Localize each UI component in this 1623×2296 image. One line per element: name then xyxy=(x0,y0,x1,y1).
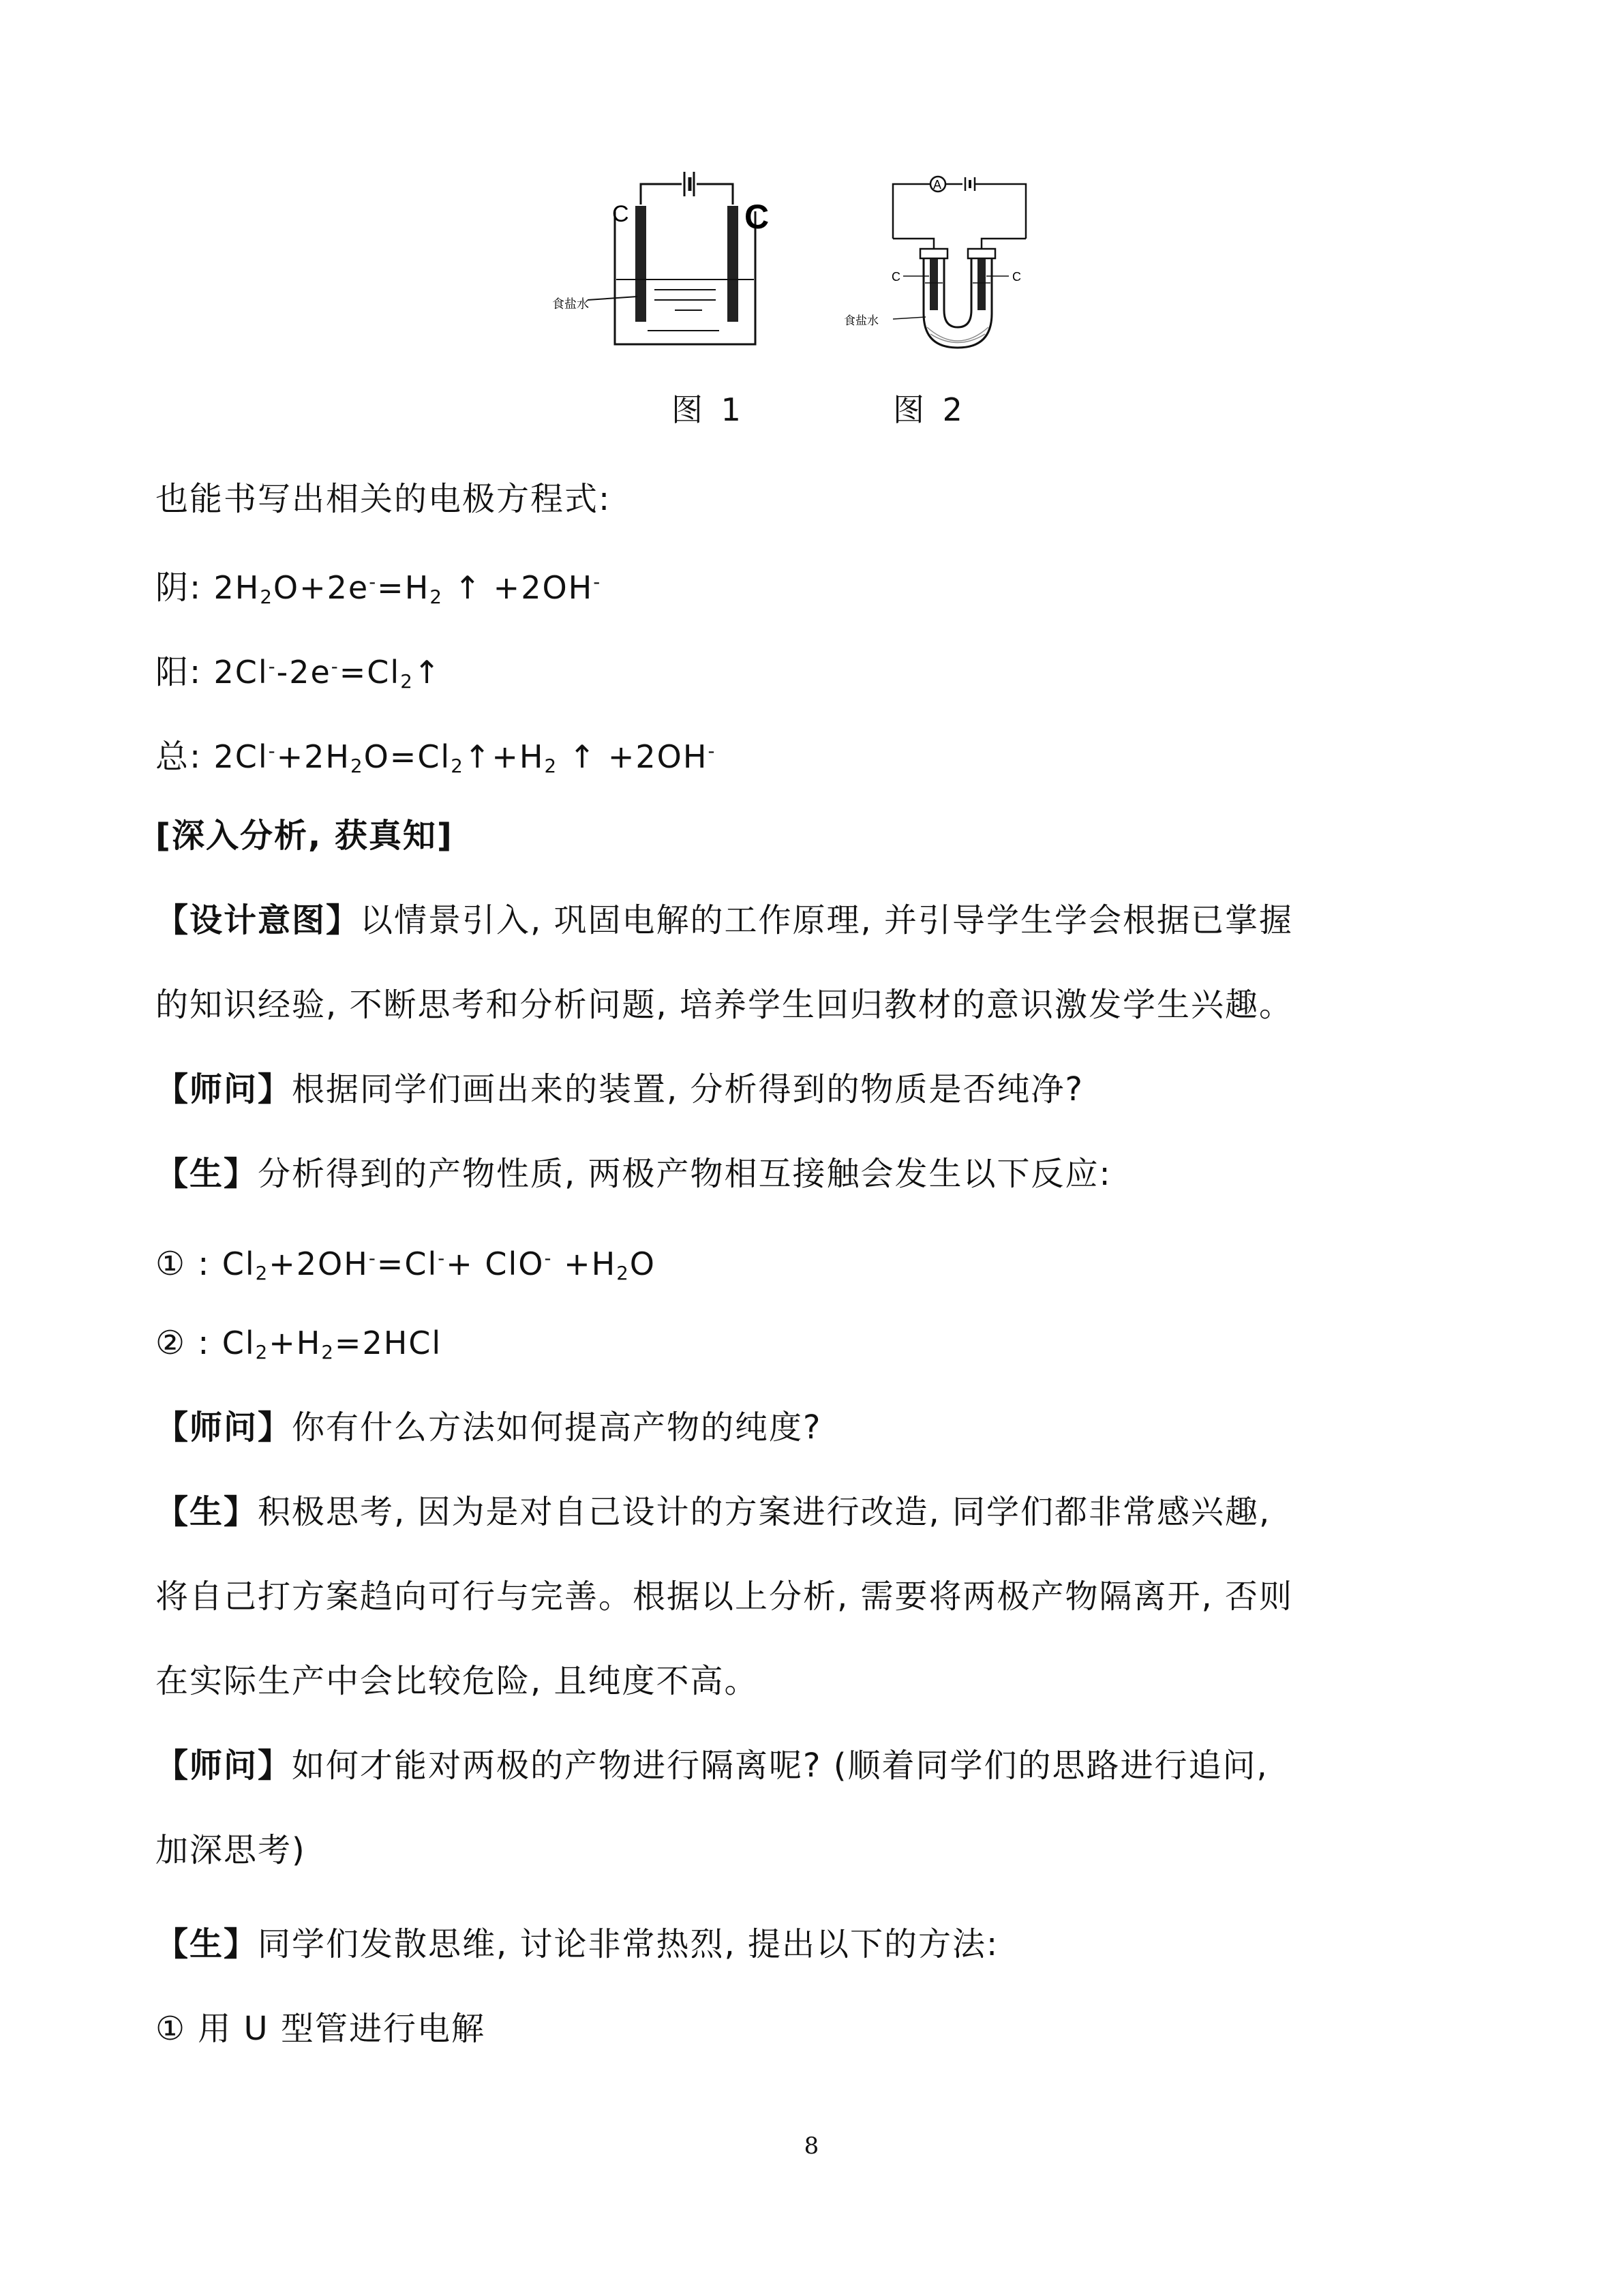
intro-text: 也能书写出相关的电极方程式: xyxy=(155,480,611,518)
design-line-2: 的知识经验, 不断思考和分析问题, 培养学生回归教材的意识激发学生兴趣。 xyxy=(155,986,1294,1024)
solution-label: 食盐水 xyxy=(552,297,589,312)
solution-label: 食盐水 xyxy=(844,314,879,328)
answer-1-text: 分析得到的产物性质, 两极产物相互接触会发生以下反应: xyxy=(258,1155,1112,1193)
method-1: ① 用 U 型管进行电解 xyxy=(155,2010,485,2048)
student-tag: 【生】 xyxy=(155,1493,258,1531)
design-line-1: 以情景引入, 巩固电解的工作原理, 并引导学生学会根据已掌握 xyxy=(360,901,1294,939)
answer-2-line-2: 将自己打方案趋向可行与完善。根据以上分析, 需要将两极产物隔离开, 否则 xyxy=(155,1577,1294,1616)
student-tag: 【生】 xyxy=(155,1925,258,1963)
reaction-1-prefix: ① : xyxy=(155,1245,211,1284)
teacher-question-3 xyxy=(155,1744,1521,1787)
teacher-question-1 xyxy=(155,1068,1521,1111)
answer-2-line-3: 在实际生产中会比较危险, 且纯度不高。 xyxy=(155,1662,759,1700)
reaction-1: ① : $Cl_2+2OH^-=Cl^-+ ClO^- +H_2O$ xyxy=(155,1245,656,1285)
question-3-line-1: 如何才能对两极的产物进行隔离呢? (顺着同学们的思路进行追问, xyxy=(292,1747,1269,1785)
question-2-text: 你有什么方法如何提高产物的纯度? xyxy=(292,1408,822,1447)
teacher-tag: 【师问】 xyxy=(155,1408,292,1447)
teacher-tag: 【师问】 xyxy=(155,1070,292,1108)
design-tag: 【设计意图】 xyxy=(155,901,361,939)
reaction-2-prefix: ② : xyxy=(155,1324,211,1362)
anode-prefix: 阳: xyxy=(155,653,202,692)
answer-3-text: 同学们发散思维, 讨论非常热烈, 提出以下的方法: xyxy=(258,1925,999,1963)
student-tag: 【生】 xyxy=(155,1155,258,1193)
left-electrode-label: C xyxy=(612,201,629,227)
figure-captions xyxy=(0,385,1623,433)
cathode-equation: 阴: $2H_2O+2e^-=H_2$ ↑ +2OH- xyxy=(155,569,602,609)
design-intent-paragraph xyxy=(155,898,1521,942)
figure-area xyxy=(552,164,1050,354)
figure-2-caption: 图 2 xyxy=(893,391,967,428)
cathode-prefix: 阴: xyxy=(155,569,202,607)
right-electrode-label: C xyxy=(744,198,770,236)
question-1-text: 根据同学们画出来的装置, 分析得到的物质是否纯净? xyxy=(292,1070,1084,1108)
section-heading: [深入分析, 获真知] xyxy=(155,817,453,855)
anode-equation: 阳: $2Cl^--2e^-=Cl_2↑$ xyxy=(155,653,442,693)
total-prefix: 总: xyxy=(155,738,202,776)
question-3-line-2: 加深思考) xyxy=(155,1831,306,1869)
student-answer-3 xyxy=(155,1922,1521,1966)
student-answer-1 xyxy=(155,1152,1521,1196)
left-electrode-label: C xyxy=(892,270,900,284)
ammeter-label: A xyxy=(933,178,942,192)
u-tube-electrolysis-diagram xyxy=(845,164,1063,354)
teacher-question-2 xyxy=(155,1406,1521,1449)
beaker-electrolysis-diagram xyxy=(552,164,777,354)
figure-1-caption: 图 1 xyxy=(671,391,745,428)
page-number: 8 xyxy=(804,2132,819,2160)
answer-2-line-1: 积极思考, 因为是对自己设计的方案进行改造, 同学们都非常感兴趣, xyxy=(258,1493,1271,1531)
reaction-2: ② : $Cl_2+H_2=2HCl$ xyxy=(155,1324,442,1363)
student-answer-2 xyxy=(155,1490,1521,1534)
teacher-tag: 【师问】 xyxy=(155,1747,292,1785)
right-electrode-label: C xyxy=(1012,270,1021,284)
total-equation: 总: $2Cl^-+2H_2O=Cl_2↑+H_2$ ↑ +2OH- xyxy=(155,738,716,778)
